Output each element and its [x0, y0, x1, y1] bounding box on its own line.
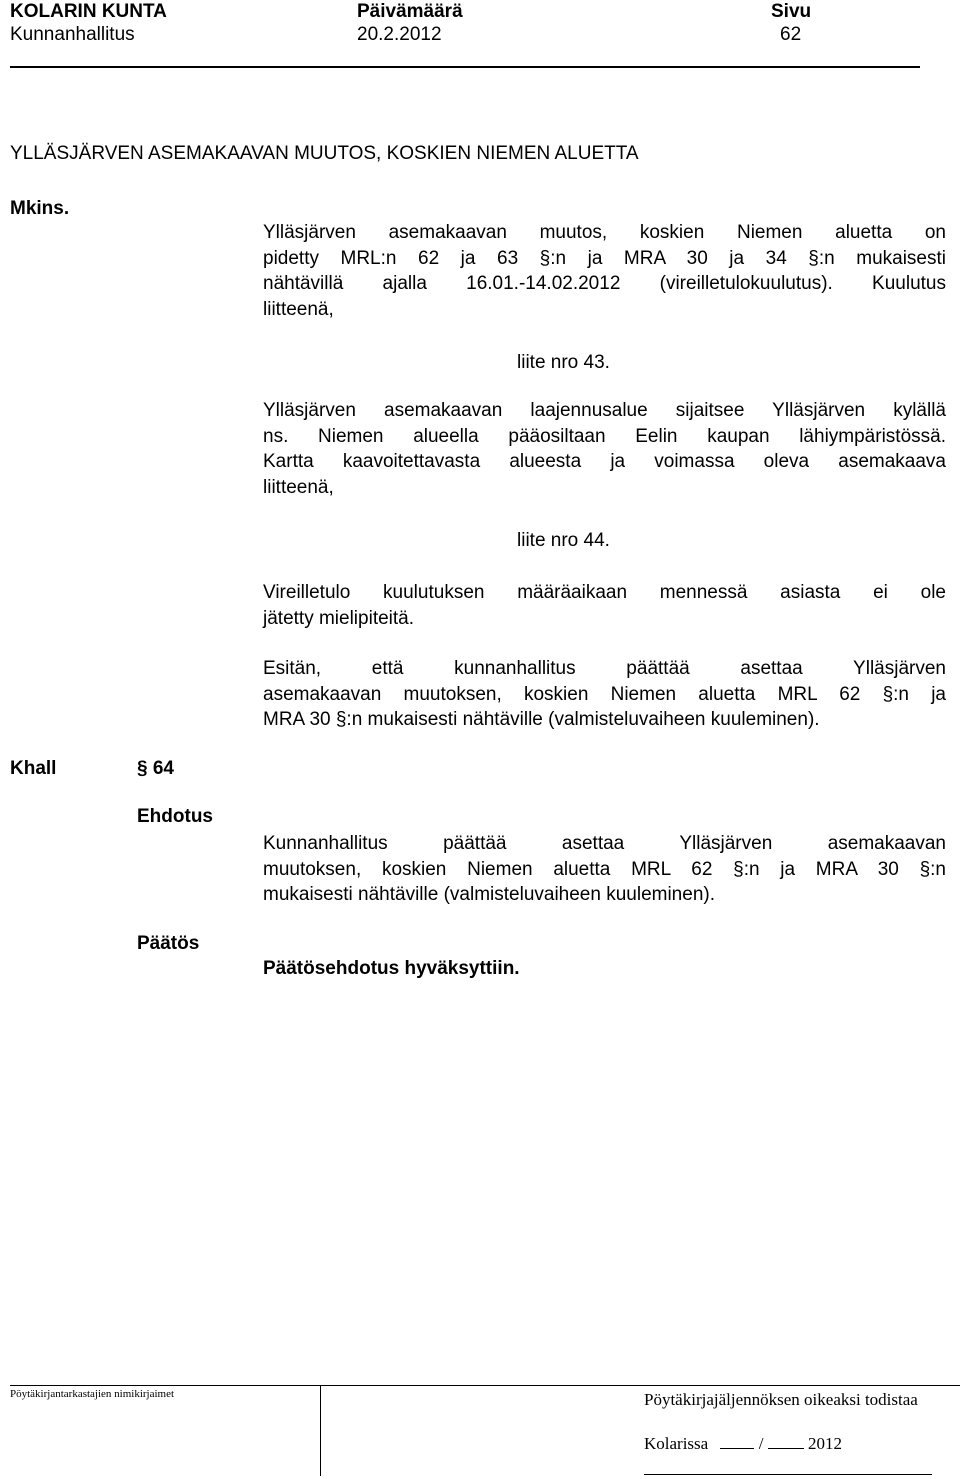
place-name: Kolarissa: [644, 1434, 709, 1453]
date-label: Päivämäärä: [357, 1, 463, 22]
day-blank: [720, 1433, 754, 1449]
paragraph-line: ns. Niemen alueella pääosiltaan Eelin kaupan lähiympäristössä.: [263, 425, 946, 447]
preparer-label: Mkins.: [10, 198, 70, 219]
proposal-text: [263, 831, 946, 908]
place-date-line: [644, 1433, 842, 1454]
footer-column-divider: [320, 1386, 321, 1476]
section-number: § 64: [137, 758, 174, 779]
paragraph-line: liitteenä,: [263, 298, 334, 320]
background-paragraph-3: [263, 580, 946, 631]
paragraph-line: asemakaavan muutoksen, koskien Niemen aluetta MRL 62 §:n ja: [263, 683, 946, 705]
footer-divider: [10, 1385, 960, 1386]
proposal-line: mukaisesti nähtäville (valmisteluvaiheen kuuleminen).: [263, 884, 715, 905]
paragraph-line: liitteenä,: [263, 476, 334, 498]
attachment-reference-43: liite nro 43.: [517, 352, 610, 373]
section-label: Khall: [10, 758, 57, 779]
paragraph-line: MRA 30 §:n mukaisesti nähtäville (valmisteluvaiheen kuuleminen).: [263, 709, 820, 730]
certified-copy-label: Pöytäkirjajäljennöksen oikeaksi todistaa: [644, 1390, 918, 1409]
date-separator: /: [758, 1434, 764, 1453]
page-label: Sivu: [771, 1, 812, 22]
document-title: YLLÄSJÄRVEN ASEMAKAAVAN MUUTOS, KOSKIEN NIEMEN ALUETTA: [10, 143, 639, 164]
paragraph-line: Vireilletulo kuulutuksen määräaikaan mennessä asiasta ei ole: [263, 582, 946, 603]
signature-line: [644, 1474, 932, 1475]
meeting-date: 20.2.2012: [357, 24, 442, 45]
paragraph-line: jätetty mielipiteitä.: [263, 607, 415, 629]
organization-name: KOLARIN KUNTA: [10, 1, 167, 22]
proposal-label: Ehdotus: [137, 806, 213, 827]
paragraph-line: Ylläsjärven asemakaavan laajennusalue sijaitsee Ylläsjärven kylällä: [263, 400, 946, 421]
background-paragraph-2: [263, 398, 946, 500]
proposal-line: Kunnanhallitus päättää asettaa Ylläsjärven asemakaavan: [263, 833, 946, 854]
paragraph-line: Esitän, että kunnanhallitus päättää asettaa Ylläsjärven: [263, 658, 946, 679]
paragraph-line: Kartta kaavoitettavasta alueesta ja voimassa oleva asemakaava: [263, 451, 946, 472]
body-name: Kunnanhallitus: [10, 24, 135, 45]
background-paragraph-1: [263, 220, 946, 322]
proposal-line: muutoksen, koskien Niemen aluetta MRL 62 §:n ja MRA 30 §:n: [263, 858, 946, 880]
decision-text: Päätösehdotus hyväksyttiin.: [263, 958, 520, 979]
month-blank: [768, 1433, 804, 1449]
header-divider: [10, 66, 920, 68]
decision-label: Päätös: [137, 933, 200, 954]
attachment-reference-44: liite nro 44.: [517, 530, 610, 551]
paragraph-line: Ylläsjärven asemakaavan muutos, koskien Niemen aluetta on: [263, 222, 946, 243]
certification-year: 2012: [807, 1434, 842, 1453]
paragraph-line: pidetty MRL:n 62 ja 63 §:n ja MRA 30 ja 34 §:n mukaisesti: [263, 247, 946, 269]
page-number: 62: [780, 24, 802, 45]
presenter-proposal-paragraph: [263, 656, 946, 733]
paragraph-line: nähtävillä ajalla 16.01.-14.02.2012 (vireilletulokuulutus). Kuulutus: [263, 273, 946, 294]
signature-initials-label: Pöytäkirjantarkastajien nimikirjaimet: [10, 1388, 175, 1400]
